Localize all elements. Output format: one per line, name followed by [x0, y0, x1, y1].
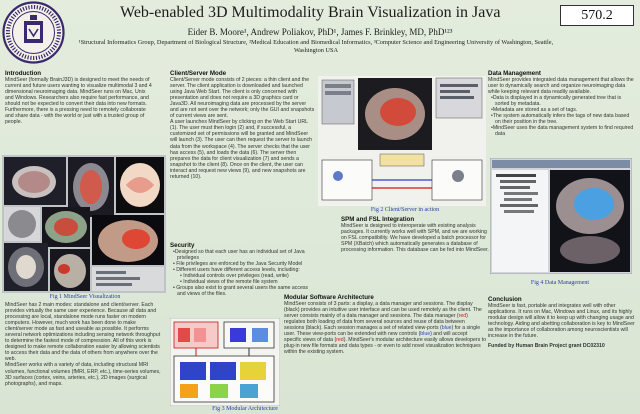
- controls-color-word: blue: [420, 331, 431, 338]
- display-color-word: black: [285, 307, 298, 314]
- modular-text-part: ) for a single user. These view-ports can be extended with new controls (: [284, 325, 481, 338]
- security-sub-bullet: • Individual views of the remote file system: [180, 279, 278, 286]
- data-management-bullet: •Metadata are stored as a set of tags.: [491, 107, 578, 114]
- modular-architecture-section: [284, 294, 486, 355]
- figure-data-management: [490, 158, 632, 274]
- data-management-bullet: •The system automatically infers the tags of new data based on their position in the tree.: [491, 113, 630, 126]
- viewport-color-word: blue: [441, 325, 452, 332]
- data-management-bullet: •Data is displayed in a dynamically generated tree that is sorted by metadata.: [491, 95, 622, 108]
- client-server-paragraph-2: A user launches MindSeer by clicking on the Web Start URL (1). The user must then login (2) and, if successful, a customized set of permissions will be granted and MindSeer will launch (3). The user can then request the server to launch data from the workspace (4). The server checks that the user has access (5), and loads the data (6). The server then prepares the data for client visualization (7) and sends a snapshot to the client (8). Once on the client, the user can interact and request new views (9), and new snapshots are returned (10).: [170, 119, 313, 180]
- security-section: [170, 242, 316, 297]
- introduction-heading: Introduction: [5, 70, 42, 77]
- modular-text-part: MindSeer consists of 3 parts: a display, a data manager and sessions. The display (: [284, 301, 473, 314]
- modular-text-part: ). Each session manages a set of related view-ports (: [319, 325, 442, 332]
- spm-fsl-heading: SPM and FSL Integration: [341, 216, 415, 223]
- client-server-section: [170, 70, 316, 180]
- data-types-paragraph: MindSeer works with a variety of data, including structural MRI volumes, functional volumes (fMRI, ERP, etc.), time-series volumes, 3D surfaces (cortex, veins, arteries, etc.), 2D images (surgical photographs), and maps.: [5, 362, 161, 387]
- modular-text-part: ). MindSeer's modular architecture easily allows developers to plug-in new file formats and data types - or even to add novel visualization techniques within the existing system.: [284, 337, 486, 356]
- figure-1-caption: Fig 1 MindSeer Visualization: [49, 294, 121, 300]
- modes-section: [5, 302, 163, 387]
- client-server-paragraph-1: Client/Server mode consists of 2 pieces: a thin client and the server. The client application is downloaded and launched using Java Web Start. The client is only concerned with presentation and does not require a 3D graphics card or Java3D. All neuroimaging data are processed by the server and are not sent over the network; only the GUI and snapshots of current views are sent.: [170, 77, 315, 120]
- conclusion-text: MindSeer is fast, portable and integrates well with other applications. It runs on Mac, Windows and Linux, and its highly modular design will allow it to keep up with changing usage and technology. Aiding and abetting collaboration is key to MindSeer as the importance of collaboration among neuroscientists will increase in the future.: [488, 303, 635, 340]
- figure-mindseer-visualization: [2, 155, 166, 293]
- figure-2-caption: Fig 2 Client/Server in action: [370, 207, 440, 213]
- affiliations: ¹Structural Informatics Group, Department of Biological Structure, ²Medical Education and Biomedical Informatics, ³Computer Science and Engineering University of Washington, Seattle, Washington USA: [78, 39, 554, 54]
- figure-3-caption: Fig 3 Modular Architecture: [212, 406, 278, 412]
- modular-architecture-text: [284, 301, 486, 355]
- security-sub-bullet: • Individual controls over privileges (read, write): [180, 273, 289, 280]
- modular-text-part: ) provides an intuitive user interface and can be used remotely as the client. The server consists mainly of a data manager and sessions. The data manager (: [284, 307, 482, 320]
- security-heading: Security: [170, 242, 195, 249]
- client-server-heading: Client/Server Mode: [170, 70, 227, 77]
- modes-paragraph: MindSeer has 2 main modes: standalone and client/server. Each provides virtually the same user experience. Because all data and processing are local, standalone mode runs faster on modern computers. However, much work has been done to make client/server mode as fast and useable as possible. It performs several network optimizations including sensing network throughput to determine the fastest mode of compression. All of this work is designed to make remote collaboration easier by allowing scientists to access their data and the data of others from anywhere over the web.: [5, 302, 161, 363]
- author-list: Eider B. Moore¹, Andrew Poliakov, PhD¹, James F. Brinkley, MD, PhD¹²³: [187, 27, 453, 37]
- figure-client-server: [318, 76, 486, 206]
- security-bullet: • Groups also exist to grant several users the same access and views of the files.: [173, 285, 309, 298]
- data-management-section: [488, 70, 636, 137]
- modular-text-part: ) and will accept specific views of data (: [284, 331, 468, 344]
- data-management-bullet: •MindSeer uses the data management system to find required data: [491, 125, 634, 138]
- session-color-word: black: [307, 325, 320, 332]
- views-color-word: red: [336, 337, 344, 344]
- university-seal-logo: [2, 1, 65, 64]
- poster-number-badge: 570.2: [560, 5, 634, 26]
- data-manager-color-word: red: [458, 313, 467, 320]
- conclusion-section: [488, 296, 636, 349]
- modular-text-part: ) regulates both loading of data from several sources and reuse of data between sessions (: [284, 313, 468, 332]
- introduction-text: MindSeer (formally BrainJ3D) is designed to meet the needs of current and future users wanting to visualize multimodal 3 and 4 dimensional neuroimaging data. MindSeer runs on Mac, Unix and Windows. Researchers also require fast performance, and should not be expected to convert their data into new formats. Furthermore, there is a pressing need to remotely collaborate and share data - with the world or just with a trusted group of people.: [5, 77, 152, 126]
- security-bullet: •Designed so that each user has an individual set of Java privileges: [173, 249, 305, 262]
- security-bullet: • File privileges are enforced by the Java Security Model: [173, 261, 303, 268]
- modular-architecture-heading: Modular Software Architecture: [284, 294, 374, 301]
- figure-modular-architecture: [170, 318, 280, 406]
- introduction-section: [5, 70, 155, 125]
- funding-note: Funded by Human Brain Project grant DC02310: [488, 343, 605, 350]
- data-management-intro: MindSeer provides integrated data management that allows the user to dynamically search and organize neuroimaging data while keeping relevant data readily available.: [488, 77, 634, 96]
- figure-4-caption: Fig 4 Data Management: [530, 280, 590, 286]
- spm-fsl-section: [341, 216, 489, 253]
- data-management-heading: Data Management: [488, 70, 541, 77]
- security-bullet: • Different users have different access levels, including:: [173, 267, 300, 274]
- conclusion-heading: Conclusion: [488, 296, 522, 303]
- poster-title: Web-enabled 3D Multimodality Brain Visualization in Java: [120, 4, 501, 21]
- spm-fsl-text: MindSeer is designed to interoperate with existing analysis packages. It currently works well with SPM, and we are working on FSL compatibility. We have developed a batch processor for SPM (XBatch) which automatically generates a database of processing information. This database can be fed into MindSeer.: [341, 223, 489, 254]
